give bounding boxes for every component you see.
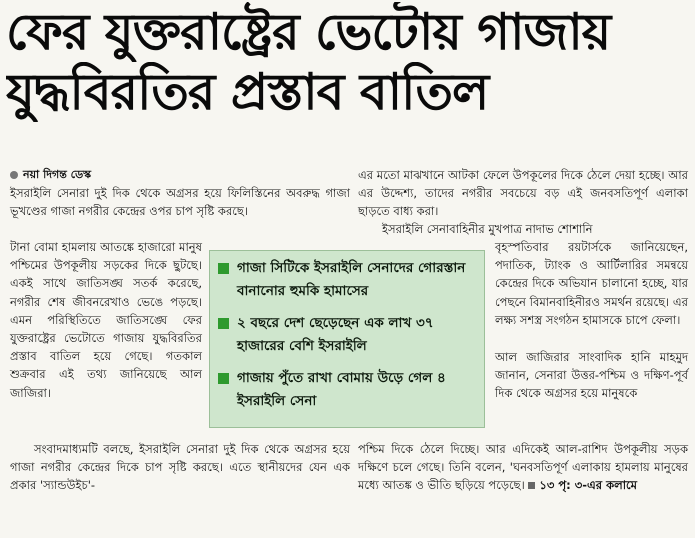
continuation-ref <box>528 478 637 492</box>
headline-line-1: ফের যুক্তরাষ্ট্রের ভেটোয় গাজায় <box>6 3 611 61</box>
right-paragraph-2-head: ইসরাইলি সেনাবাহিনীর মুখপাত্র নাদাভ শোশানি <box>382 222 593 236</box>
highlight-item <box>218 367 476 413</box>
highlight-text: গাজায় পুঁতে রাখা বোমায় উড়ে গেল ৪ ইসরাইলি সেনা <box>237 370 446 409</box>
headline <box>6 2 689 122</box>
byline-text: নয়া দিগন্ত ডেস্ক <box>23 168 92 181</box>
right-paragraph-3: আল জাজিরার সাংবাদিক হানি মাহমুদ জানান, সেনারা উত্তর-পশ্চিম ও দক্ষিণ-পূর্ব দিক থেকে অগ্রসর হয়ে মানুষকে <box>495 350 688 401</box>
square-bullet-icon <box>528 482 535 489</box>
highlight-item <box>218 257 476 303</box>
headline-line-2: যুদ্ধবিরতির প্রস্তাব বাতিল <box>6 63 489 121</box>
right-paragraph-1: এর মতো মাঝখানে আটকা ফেলে উপকূলের দিকে ঠেলে দেয়া হচ্ছে। আর এর উদ্দেশ্য, তাদের নগরীর সবচেয়ে বড় এই জনবসতিপূর্ণ এলাকা ছাড়তে বাধ্য করা। <box>358 168 688 219</box>
green-square-icon <box>218 263 229 274</box>
green-square-icon <box>218 373 229 384</box>
green-square-icon <box>218 318 229 329</box>
right-paragraph-4-text: পশ্চিম দিকে ঠেলে দিচ্ছে। আর এদিকেই আল-রাশিদ উপকূলীয় সড়ক দক্ষিণে চলে গেছে। তিনি বলেন, 'ঘনবসতিপূর্ণ এলাকায় হামলায় মানুষের মধ্যে আতঙ্ক ও ভীতি ছড়িয়ে পড়েছে। <box>358 442 688 493</box>
highlight-text: গাজা সিটিকে ইসরাইলি সেনাদের গোরস্তান বানানোর হুমকি হামাসের <box>237 260 466 299</box>
highlight-item <box>218 312 476 358</box>
continuation-text: ১৩ পৃ: ৩-এর কলামে <box>539 478 638 493</box>
right-paragraph-4 <box>358 440 688 495</box>
byline <box>10 166 91 185</box>
highlights-box <box>209 250 485 428</box>
left-paragraph-1: ইসরাইলি সেনারা দুই দিক থেকে অগ্রসর হয়ে ফিলিস্তিনের অবরুদ্ধ গাজা ভূখণ্ডের গাজা নগরীর কেন্দ্রের ওপর চাপ সৃষ্টি করছে। <box>10 186 350 219</box>
highlight-text: ২ বছরে দেশ ছেড়েছেন এক লাখ ৩৭ হাজারের বেশি ইসরাইলি <box>237 315 434 354</box>
bullet-icon <box>10 171 18 179</box>
right-paragraph-2: বৃহস্পতিবার রয়টার্সকে জানিয়েছেন, পদাতিক, ট্যাংক ও আর্টিলারির সমন্বয়ে কেন্দ্রের দিকে অভিযান চালানো হচ্ছে, যার পেছনে বিমানবাহিনীরও সমর্থন রয়েছে। এর লক্ষ্য সশস্ত্র সংগঠন হামাসকে চাপে ফেলা। <box>495 240 688 327</box>
left-paragraph-3: সংবাদমাধ্যমটি বলছে, ইসরাইলি সেনারা দুই দিক থেকে অগ্রসর হয়ে গাজা নগরীর কেন্দ্রের দিকে চাপ সৃষ্টি করছে। এতে স্থানীয়দের যেন এক প্রকার 'স্যান্ডউইচ'- <box>10 442 350 493</box>
left-paragraph-2: টানা বোমা হামলায় আতঙ্কে হাজারো মানুষ পশ্চিমের উপকূলীয় সড়কের দিকে ছুটছে। একই সাথে জাতিসঙ্ঘ সতর্ক করেছে, নগরীর শেষ জীবনরেখাও ভেঙে পড়ছে। এমন পরিস্থিতিতে জাতিসঙ্ঘে ফের যুক্তরাষ্ট্রের ভেটোতে গাজায় যুদ্ধবিরতির প্রস্তাব বাতিল হয়ে গেছে। গতকাল শুক্রবার এই তথ্য জানিয়েছে আল জাজিরা। <box>10 240 202 400</box>
